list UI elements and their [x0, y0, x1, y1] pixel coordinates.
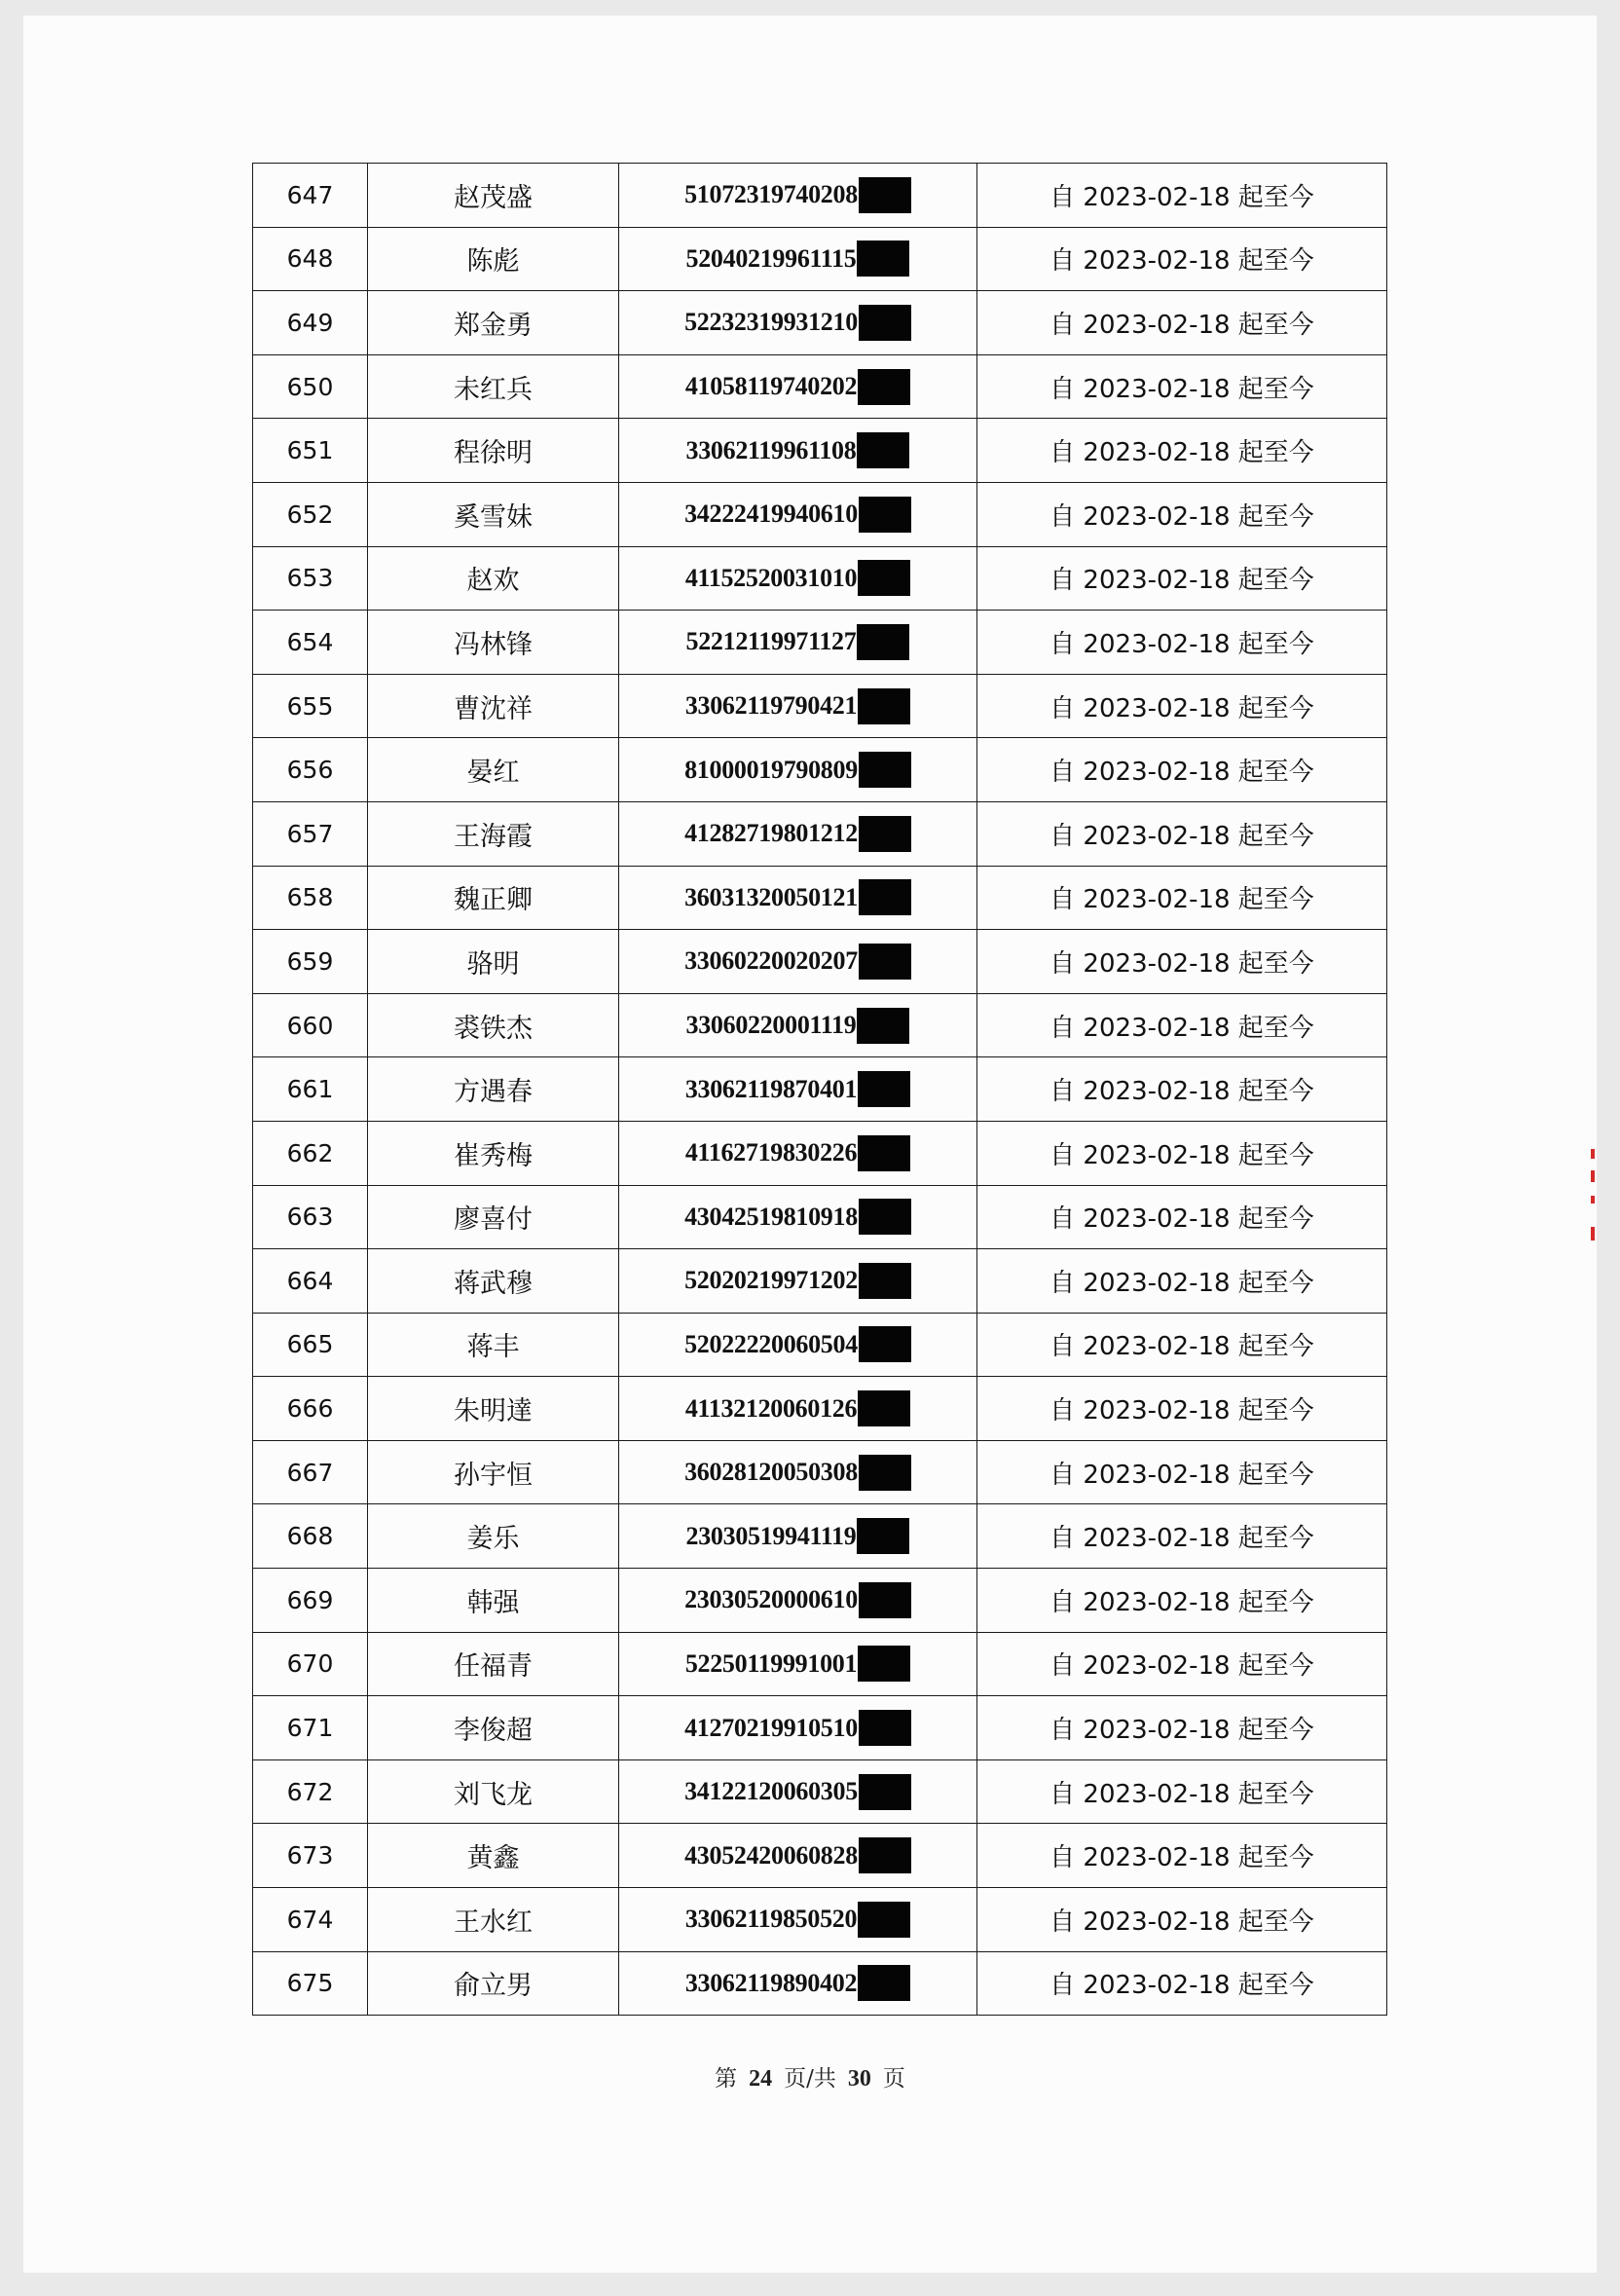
footer-total-pages: 30 [847, 2066, 871, 2092]
id-number-cell [619, 546, 977, 611]
id-number-wrapper [685, 369, 910, 405]
id-number-wrapper [686, 1008, 910, 1044]
records-table [252, 163, 1387, 2016]
name-cell: 程徐明 [368, 419, 619, 483]
redaction-box [857, 1008, 909, 1044]
table-row [253, 993, 1387, 1057]
table-row [253, 354, 1387, 419]
id-number-text: 41132120060126 [684, 1393, 858, 1423]
period-cell: 自 2023-02-18 起至今 [977, 1057, 1387, 1122]
id-number-text: 33062119961108 [685, 435, 857, 464]
table-row [253, 1759, 1387, 1824]
id-number-cell [619, 1759, 977, 1824]
name-cell: 未红兵 [368, 354, 619, 419]
row-number-cell: 661 [253, 1057, 368, 1122]
table-row [253, 866, 1387, 930]
name-cell: 曹沈祥 [368, 674, 619, 738]
name-cell: 方遇春 [368, 1057, 619, 1122]
period-cell: 自 2023-02-18 起至今 [977, 164, 1387, 228]
table-row [253, 1185, 1387, 1249]
row-number-cell: 653 [253, 546, 368, 611]
redaction-box [859, 1582, 911, 1618]
id-number-wrapper [684, 305, 911, 341]
period-cell: 自 2023-02-18 起至今 [977, 801, 1387, 866]
table-row [253, 419, 1387, 483]
redaction-box [858, 1902, 910, 1938]
footer-label-page: 第 [715, 2066, 738, 2092]
id-number-text: 36031320050121 [684, 882, 858, 911]
id-number-text: 36028120050308 [684, 1458, 858, 1487]
row-number-cell: 660 [253, 993, 368, 1057]
redaction-box [859, 1326, 911, 1362]
name-cell: 郑金勇 [368, 291, 619, 355]
redaction-box [859, 879, 911, 915]
table-row [253, 546, 1387, 611]
row-number-cell: 650 [253, 354, 368, 419]
table-row [253, 1313, 1387, 1377]
name-cell: 廖喜付 [368, 1185, 619, 1249]
id-number-wrapper [685, 688, 910, 724]
period-cell: 自 2023-02-18 起至今 [977, 993, 1387, 1057]
name-cell: 李俊超 [368, 1696, 619, 1760]
row-number-cell: 669 [253, 1569, 368, 1633]
name-cell: 陈彪 [368, 227, 619, 291]
row-number-cell: 663 [253, 1185, 368, 1249]
id-number-cell [619, 738, 977, 802]
id-number-text: 33062119790421 [684, 691, 858, 721]
row-number-cell: 657 [253, 801, 368, 866]
row-number-cell: 664 [253, 1249, 368, 1314]
id-number-cell [619, 1313, 977, 1377]
redaction-box [858, 560, 910, 596]
id-number-wrapper [684, 1326, 911, 1362]
redaction-box [858, 1646, 910, 1682]
id-number-text: 33060220020207 [684, 946, 858, 976]
redaction-box [859, 816, 911, 852]
period-cell: 自 2023-02-18 起至今 [977, 227, 1387, 291]
id-number-text: 52040219961115 [685, 243, 857, 273]
row-number-cell: 649 [253, 291, 368, 355]
period-cell: 自 2023-02-18 起至今 [977, 1440, 1387, 1504]
table-row [253, 227, 1387, 291]
row-number-cell: 655 [253, 674, 368, 738]
period-cell: 自 2023-02-18 起至今 [977, 1632, 1387, 1696]
id-number-cell [619, 1377, 977, 1441]
id-number-text: 33062119850520 [684, 1905, 858, 1934]
table-row [253, 1569, 1387, 1633]
table-row [253, 482, 1387, 546]
id-number-wrapper [684, 1710, 911, 1746]
period-cell: 自 2023-02-18 起至今 [977, 738, 1387, 802]
id-number-wrapper [684, 944, 911, 980]
redaction-box [859, 1263, 911, 1299]
name-cell: 刘飞龙 [368, 1759, 619, 1824]
row-number-cell: 656 [253, 738, 368, 802]
period-cell: 自 2023-02-18 起至今 [977, 1696, 1387, 1760]
period-cell: 自 2023-02-18 起至今 [977, 1951, 1387, 2016]
row-number-cell: 673 [253, 1824, 368, 1888]
id-number-wrapper [685, 560, 910, 596]
id-number-text: 41162719830226 [684, 1138, 858, 1167]
id-number-wrapper [684, 816, 911, 852]
period-cell: 自 2023-02-18 起至今 [977, 1888, 1387, 1952]
redaction-box [857, 624, 909, 660]
table-row [253, 738, 1387, 802]
row-number-cell: 671 [253, 1696, 368, 1760]
redaction-box [857, 241, 909, 277]
row-number-cell: 651 [253, 419, 368, 483]
id-number-cell [619, 291, 977, 355]
row-number-cell: 648 [253, 227, 368, 291]
table-row [253, 1888, 1387, 1952]
id-number-wrapper [684, 1263, 911, 1299]
period-cell: 自 2023-02-18 起至今 [977, 1759, 1387, 1824]
period-cell: 自 2023-02-18 起至今 [977, 1185, 1387, 1249]
name-cell: 王海霞 [368, 801, 619, 866]
row-number-cell: 659 [253, 930, 368, 994]
period-cell: 自 2023-02-18 起至今 [977, 1121, 1387, 1185]
id-number-text: 34122120060305 [684, 1777, 858, 1806]
id-number-text: 51072319740208 [684, 180, 858, 209]
footer-label-end: 页 [882, 2066, 905, 2092]
period-cell: 自 2023-02-18 起至今 [977, 546, 1387, 611]
row-number-cell: 666 [253, 1377, 368, 1441]
name-cell: 晏红 [368, 738, 619, 802]
stamp-fragment [1591, 1149, 1597, 1241]
row-number-cell: 670 [253, 1632, 368, 1696]
redaction-box [859, 497, 911, 533]
row-number-cell: 667 [253, 1440, 368, 1504]
redaction-box [857, 1518, 909, 1554]
redaction-box [859, 1199, 911, 1235]
redaction-box [859, 1837, 911, 1873]
id-number-text: 23030520000610 [684, 1585, 858, 1614]
id-number-wrapper [685, 1902, 910, 1938]
footer-current-page: 24 [749, 2066, 773, 2092]
redaction-box [859, 944, 911, 980]
name-cell: 崔秀梅 [368, 1121, 619, 1185]
table-row [253, 1632, 1387, 1696]
id-number-text: 41152520031010 [684, 563, 858, 592]
row-number-cell: 662 [253, 1121, 368, 1185]
row-number-cell: 668 [253, 1504, 368, 1569]
id-number-wrapper [686, 1518, 910, 1554]
redaction-box [858, 1390, 910, 1426]
row-number-cell: 647 [253, 164, 368, 228]
table-row [253, 801, 1387, 866]
name-cell: 冯林锋 [368, 611, 619, 675]
name-cell: 赵欢 [368, 546, 619, 611]
id-number-text: 81000019790809 [684, 755, 858, 784]
id-number-cell [619, 1121, 977, 1185]
id-number-wrapper [685, 1646, 910, 1682]
period-cell: 自 2023-02-18 起至今 [977, 482, 1387, 546]
period-cell: 自 2023-02-18 起至今 [977, 1504, 1387, 1569]
row-number-cell: 652 [253, 482, 368, 546]
table-row [253, 1057, 1387, 1122]
name-cell: 姜乐 [368, 1504, 619, 1569]
id-number-wrapper [685, 1135, 910, 1171]
period-cell: 自 2023-02-18 起至今 [977, 1824, 1387, 1888]
table-row [253, 1696, 1387, 1760]
redaction-box [859, 1455, 911, 1491]
id-number-text: 52232319931210 [684, 308, 858, 337]
id-number-text: 52212119971127 [685, 627, 857, 656]
id-number-wrapper [684, 1455, 911, 1491]
id-number-wrapper [685, 1071, 910, 1107]
row-number-cell: 674 [253, 1888, 368, 1952]
period-cell: 自 2023-02-18 起至今 [977, 1377, 1387, 1441]
redaction-box [858, 1965, 910, 2001]
name-cell: 裘铁杰 [368, 993, 619, 1057]
id-number-wrapper [684, 1837, 911, 1873]
id-number-text: 33062119870401 [684, 1074, 858, 1103]
id-number-cell [619, 227, 977, 291]
name-cell: 孙宇恒 [368, 1440, 619, 1504]
id-number-wrapper [685, 1390, 910, 1426]
redaction-box [857, 432, 909, 468]
id-number-text: 33060220001119 [685, 1011, 857, 1040]
id-number-text: 41058119740202 [684, 372, 858, 401]
id-number-wrapper [686, 241, 910, 277]
name-cell: 赵茂盛 [368, 164, 619, 228]
id-number-cell [619, 1632, 977, 1696]
name-cell: 王水红 [368, 1888, 619, 1952]
period-cell: 自 2023-02-18 起至今 [977, 611, 1387, 675]
period-cell: 自 2023-02-18 起至今 [977, 1313, 1387, 1377]
table-row [253, 1440, 1387, 1504]
row-number-cell: 654 [253, 611, 368, 675]
table-row [253, 611, 1387, 675]
id-number-wrapper [684, 1774, 911, 1810]
id-number-cell [619, 674, 977, 738]
row-number-cell: 658 [253, 866, 368, 930]
id-number-cell [619, 801, 977, 866]
table-row [253, 1121, 1387, 1185]
id-number-wrapper [684, 752, 911, 788]
period-cell: 自 2023-02-18 起至今 [977, 354, 1387, 419]
table-row [253, 1504, 1387, 1569]
id-number-wrapper [686, 432, 910, 468]
redaction-box [859, 177, 911, 213]
name-cell: 朱明達 [368, 1377, 619, 1441]
name-cell: 蒋丰 [368, 1313, 619, 1377]
name-cell: 韩强 [368, 1569, 619, 1633]
id-number-text: 23030519941119 [685, 1521, 857, 1550]
redaction-box [859, 752, 911, 788]
id-number-wrapper [684, 879, 911, 915]
id-number-cell [619, 611, 977, 675]
redaction-box [858, 369, 910, 405]
id-number-wrapper [684, 177, 911, 213]
period-cell: 自 2023-02-18 起至今 [977, 930, 1387, 994]
table-row [253, 291, 1387, 355]
table-row [253, 674, 1387, 738]
id-number-wrapper [685, 1965, 910, 2001]
name-cell: 魏正卿 [368, 866, 619, 930]
period-cell: 自 2023-02-18 起至今 [977, 866, 1387, 930]
table-row [253, 164, 1387, 228]
table-row [253, 930, 1387, 994]
name-cell: 骆明 [368, 930, 619, 994]
id-number-text: 52250119991001 [684, 1648, 858, 1678]
id-number-text: 41270219910510 [684, 1713, 858, 1742]
id-number-cell [619, 482, 977, 546]
id-number-cell [619, 354, 977, 419]
id-number-text: 52020219971202 [684, 1266, 858, 1295]
redaction-box [858, 1071, 910, 1107]
row-number-cell: 675 [253, 1951, 368, 2016]
id-number-cell [619, 993, 977, 1057]
name-cell: 任福青 [368, 1632, 619, 1696]
id-number-wrapper [684, 1582, 911, 1618]
id-number-wrapper [684, 1199, 911, 1235]
id-number-cell [619, 1504, 977, 1569]
id-number-cell [619, 1440, 977, 1504]
period-cell: 自 2023-02-18 起至今 [977, 291, 1387, 355]
name-cell: 黄鑫 [368, 1824, 619, 1888]
row-number-cell: 665 [253, 1313, 368, 1377]
redaction-box [858, 1135, 910, 1171]
name-cell: 俞立男 [368, 1951, 619, 2016]
period-cell: 自 2023-02-18 起至今 [977, 419, 1387, 483]
redaction-box [859, 1710, 911, 1746]
table-row [253, 1249, 1387, 1314]
id-number-text: 52022220060504 [684, 1329, 858, 1358]
id-number-cell [619, 866, 977, 930]
records-table-body [253, 164, 1387, 2016]
redaction-box [859, 1774, 911, 1810]
id-number-wrapper [684, 497, 911, 533]
id-number-cell [619, 1824, 977, 1888]
row-number-cell: 672 [253, 1759, 368, 1824]
id-number-text: 34222419940610 [684, 500, 858, 529]
id-number-cell [619, 1696, 977, 1760]
id-number-cell [619, 419, 977, 483]
id-number-cell [619, 930, 977, 994]
period-cell: 自 2023-02-18 起至今 [977, 1569, 1387, 1633]
name-cell: 蒋武穆 [368, 1249, 619, 1314]
redaction-box [859, 305, 911, 341]
name-cell: 奚雪妹 [368, 482, 619, 546]
period-cell: 自 2023-02-18 起至今 [977, 674, 1387, 738]
page-footer [0, 2060, 1620, 2092]
table-row [253, 1951, 1387, 2016]
id-number-cell [619, 164, 977, 228]
id-number-cell [619, 1057, 977, 1122]
redaction-box [858, 688, 910, 724]
table-row [253, 1824, 1387, 1888]
id-number-text: 43052420060828 [684, 1840, 858, 1870]
table-row [253, 1377, 1387, 1441]
period-cell: 自 2023-02-18 起至今 [977, 1249, 1387, 1314]
id-number-cell [619, 1888, 977, 1952]
id-number-text: 43042519810918 [684, 1202, 858, 1231]
id-number-text: 33062119890402 [684, 1968, 858, 1997]
id-number-wrapper [686, 624, 910, 660]
id-number-cell [619, 1569, 977, 1633]
id-number-cell [619, 1249, 977, 1314]
id-number-text: 41282719801212 [684, 819, 858, 848]
id-number-cell [619, 1951, 977, 2016]
footer-label-of: 页/共 [784, 2066, 836, 2092]
id-number-cell [619, 1185, 977, 1249]
